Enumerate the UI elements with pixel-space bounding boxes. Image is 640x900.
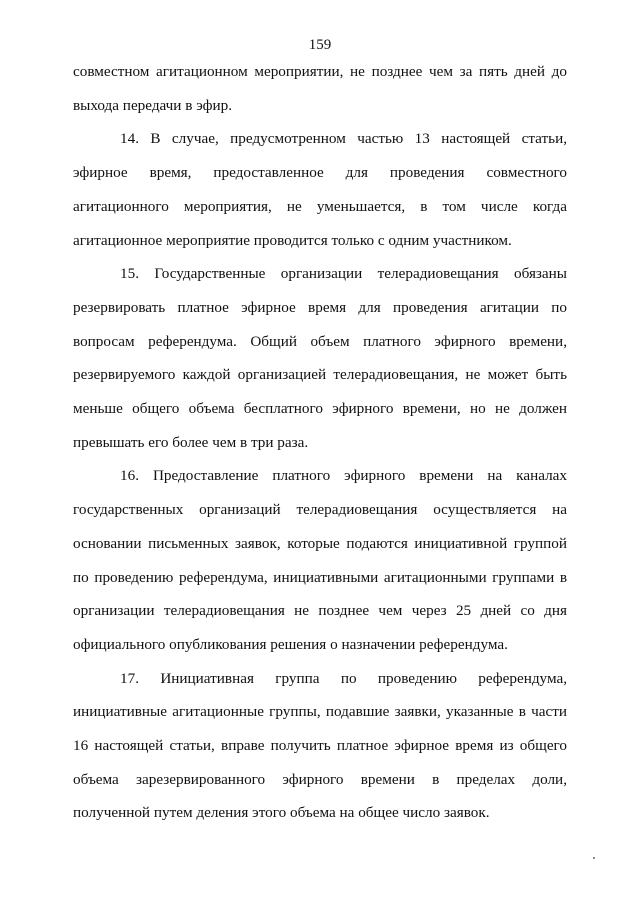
paragraph-17: 17. Инициативная группа по проведению референдума, инициативные агитационные группы, подавшие заявки, указанные в части 16 настоящей статьи, вправе получить платное эфирное время из общего объема зарезервированного эфирного времени в пределах доли, полученной путем деления этого объема на общее число заявок.	[73, 669, 567, 822]
page-number: 159	[308, 37, 332, 53]
paragraph-16: 16. Предоставление платного эфирного времени на каналах государственных организаций телерадиовещания осуществляется на основании письменных заявок, которые подаются инициативной группой по проведению референдума, инициативными агитационными группами в организации телерадиовещания не позднее чем через 25 дней со дня официального опубликования решения о назначении референдума.	[73, 467, 567, 653]
document-body	[73, 55, 567, 830]
scan-artifact-dot	[593, 857, 595, 859]
paragraph-14: 14. В случае, предусмотренном частью 13 настоящей статьи, эфирное время, предоставленное для проведения совместного агитационного мероприятия, не уменьшается, в том числе когда агитационное мероприятие проводится только с одним участником.	[73, 130, 567, 249]
paragraph-continuation: совместном агитационном мероприятии, не позднее чем за пять дней до выхода передачи в эфир.	[73, 63, 567, 114]
paragraph-15: 15. Государственные организации телерадиовещания обязаны резервировать платное эфирное время для проведения агитации по вопросам референдума. Общий объем платного эфирного времени, резервируемого каждой организацией телерадиовещания, не может быть меньше общего объема бесплатного эфирного времени, но не должен превышать его более чем в три раза.	[73, 265, 567, 451]
